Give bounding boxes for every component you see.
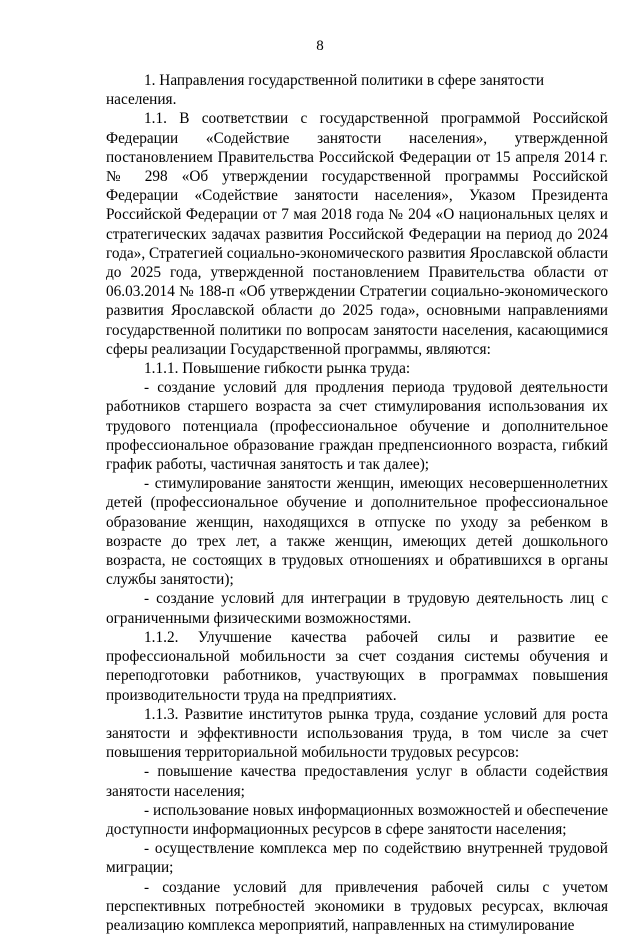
list-item: - создание условий для привлечения рабочей силы с учетом перспективных потребностей экономики в трудовых ресурсах, включая реализацию комплекса мероприятий, направленных на стимулирование xyxy=(106,878,608,934)
body-text xyxy=(106,71,608,935)
paragraph: 1.1.3. Развитие институтов рынка труда, создание условий для роста занятости и эффективности использования труда, в том числе за счет повышения территориальной мобильности трудовых ресурсов: xyxy=(106,705,608,762)
list-item: - использование новых информационных возможностей и обеспечение доступности информационных ресурсов в сфере занятости населения; xyxy=(106,801,608,838)
list-item: - повышение качества предоставления услуг в области содействия занятости населения; xyxy=(106,763,608,800)
page-number: 8 xyxy=(316,38,324,54)
paragraph: 1.1. В соответствии с государственной программой Российской Федерации «Содействие занятости населения», утвержденной постановлением Правительства Российской Федерации от 15 апреля 2014 г. № 298 «Об утверждении государственной программы Российской Федерации «Содействие занятости населения», Указом Президента Российской Федерации от 7 мая 2018 года № 204 «О национальных целях и стратегических задачах развития Российской Федерации на период до 2024 года», Стратегией социально-экономического развития Ярославской области до 2025 года, утвержденной постановлением Правительства области от 06.03.2014 № 188-п «Об утверждении Стратегии социально-экономического развития Ярославской области до 2025 года», основными направлениями государственной политики по вопросам занятости населения, касающимися сферы реализации Государственной программы, являются: xyxy=(106,110,608,358)
section-heading: 1. Направления государственной политики в сфере занятости населения. xyxy=(106,72,545,109)
list-item: - стимулирование занятости женщин, имеющих несовершеннолетних детей (профессиональное обучение и дополнительное профессиональное образование женщин, находящихся в отпуске по уходу за ребенком в возрасте до трех лет, а также женщин, имеющих детей дошкольного возраста, не состоящих в трудовых отношениях и обратившихся в органы службы занятости); xyxy=(106,475,608,589)
list-item: - осуществление комплекса мер по содействию внутренней трудовой миграции; xyxy=(106,840,608,877)
list-item: - создание условий для продления периода трудовой деятельности работников старшего возраста за счет стимулирования использования их трудового потенциала (профессиональное обучение и дополнительное профессиональное образование граждан предпенсионного возраста, гибкий график работы, частичная занятость и так далее); xyxy=(106,379,608,474)
list-item: - создание условий для интеграции в трудовую деятельность лиц с ограниченными физическими возможностями. xyxy=(106,590,608,627)
paragraph: 1.1.2. Улучшение качества рабочей силы и развитие ее профессиональной мобильности за счет создания системы обучения и переподготовки работников, участвующих в программах повышения производительности труда на предприятиях. xyxy=(106,628,608,704)
subsection-heading: 1.1.1. Повышение гибкости рынка труда: xyxy=(144,360,411,378)
